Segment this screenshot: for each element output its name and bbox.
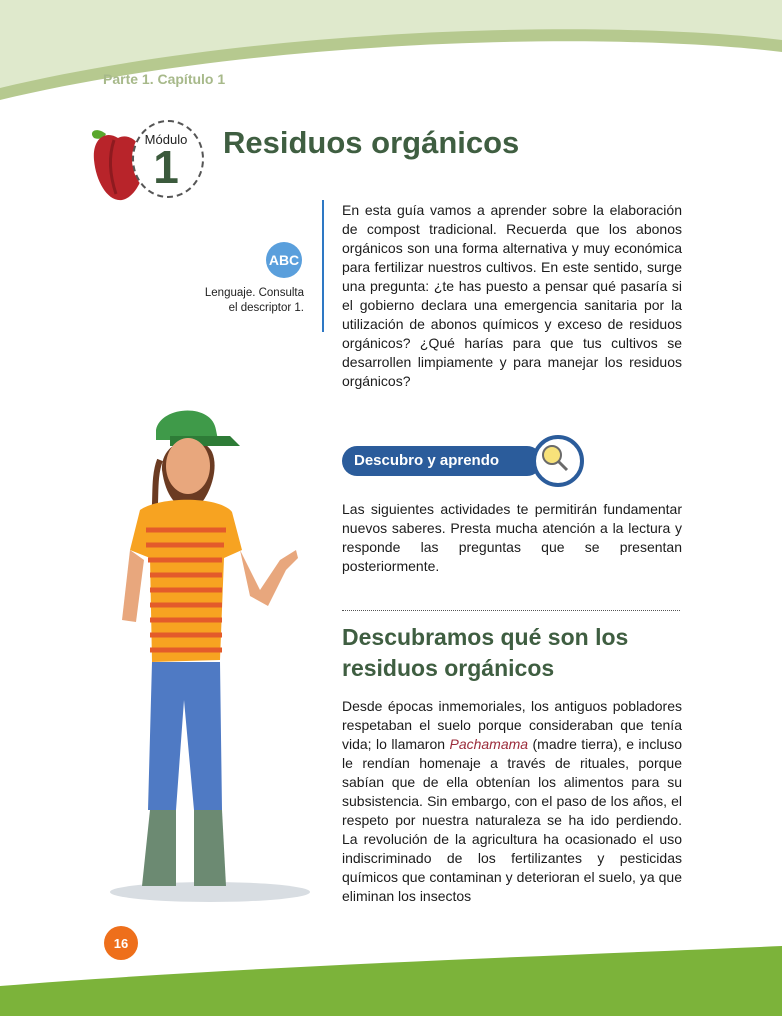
body-text-before: Desde épocas inmemoriales, los antiguos pobladores respetaban el suelo porque consideraban que tenía vida; lo llamaron: [342, 698, 682, 752]
abc-icon: [266, 242, 302, 278]
section-pill: Descubro y aprendo: [342, 446, 542, 476]
magnifier-lightbulb-icon: [532, 435, 584, 487]
sidebar-note: Lenguaje. Consulta el descriptor 1.: [204, 287, 304, 314]
section-divider: [342, 610, 680, 611]
girl-illustration: [100, 400, 340, 910]
body-text-after: (madre tierra), e incluso le rendían homenaje a través de rituales, porque sabían que de ella obtenían los alimentos para su subsistencia. Sin embargo, con el paso de los años, el respeto por nuestra naturaleza se ha ido perdiendo. La revolución de la agricultura ha ocasionado el uso indiscriminado de los fertilizantes y pesticidas químicos que contaminan y deterioran el suelo, ya que eliminan los insectos: [342, 736, 683, 904]
module-label: Módulo: [144, 132, 188, 147]
section-heading: Descubramos qué son los residuos orgánicos: [342, 624, 629, 681]
body-paragraph: [342, 697, 682, 906]
pachamama-emphasis: Pachamama: [449, 736, 529, 752]
bottom-decorative-band: [0, 946, 782, 1016]
lightbulb-icon: [536, 439, 572, 475]
intro-paragraph: En esta guía vamos a aprender sobre la elaboración de compost tradicional. Recuerda que los abonos orgánicos son una forma alternativa y muy económica para fertilizar nuestros cultivos. En este sentido, surge una pregunta: ¿te has puesto a pensar qué pasaría si el gobierno declara una emergencia sanitaria por la utilización de abonos químicos y exceso de residuos orgánicos? ¿Qué harías para que tus cultivos se desarrollen limpiamente y para manejar los residuos orgánicos?: [342, 202, 682, 389]
module-badge: [84, 120, 206, 202]
module-number: 1: [153, 141, 179, 193]
sidebar-divider: [322, 200, 324, 332]
top-decorative-band: [0, 0, 782, 110]
abc-icon-text: ABC: [268, 252, 300, 268]
page-number: 16: [104, 926, 138, 960]
page-title: Residuos orgánicos: [223, 125, 520, 160]
activities-paragraph: Las siguientes actividades te permitirán fundamentar nuevos saberes. Presta mucha atención a la lectura y responde las preguntas que se presentan posteriormente.: [342, 501, 682, 574]
chapter-label: Parte 1. Capítulo 1: [103, 71, 226, 87]
